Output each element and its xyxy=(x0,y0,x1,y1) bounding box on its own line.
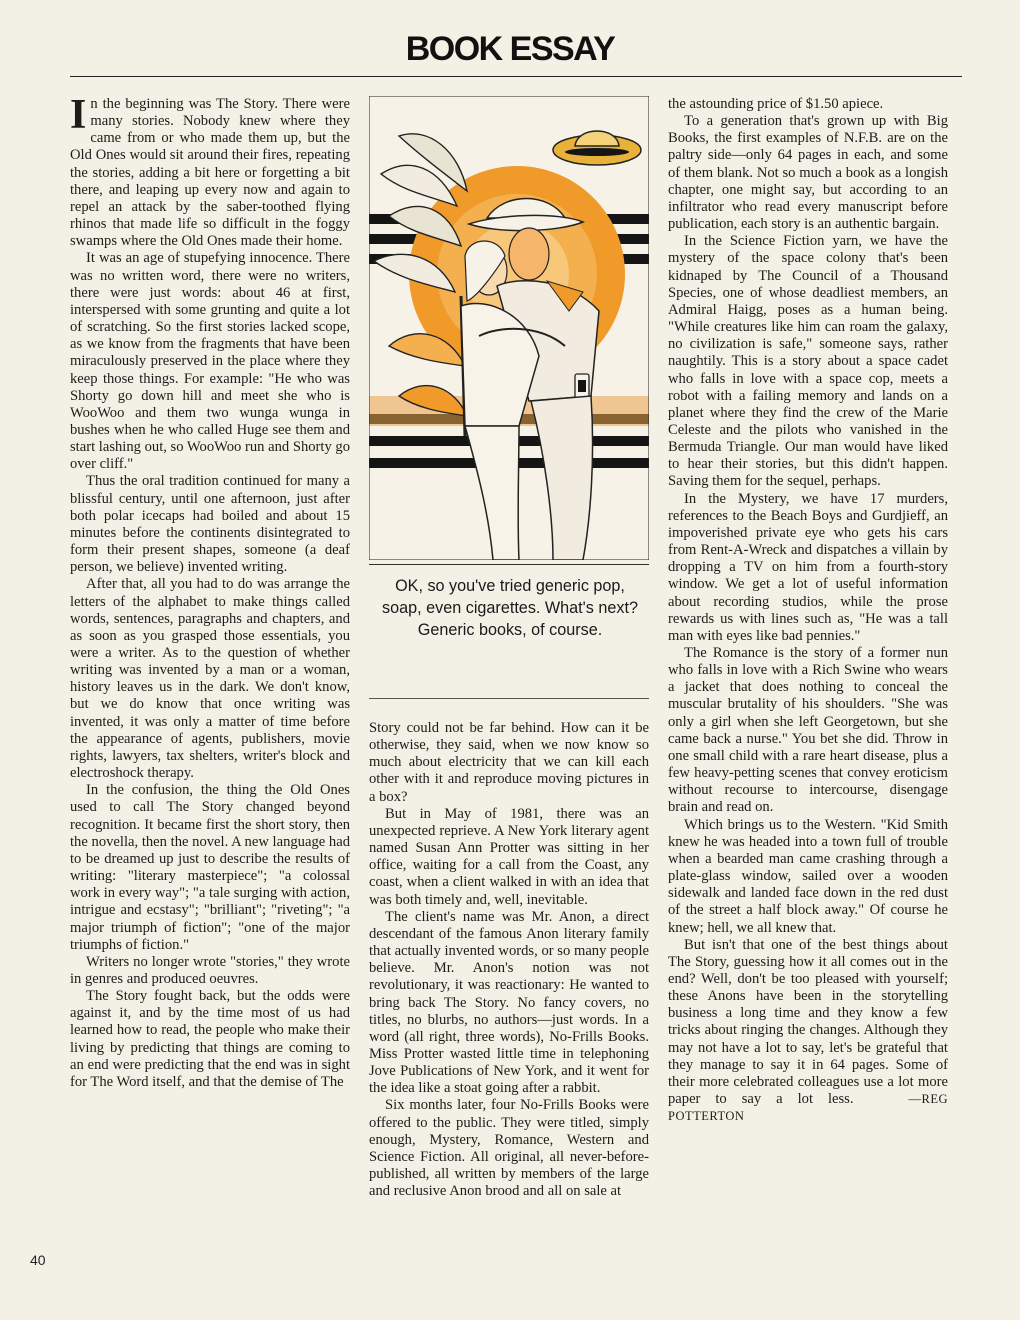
middle-column xyxy=(369,720,649,1280)
caption-rule xyxy=(369,698,649,699)
middle-paragraph-3: The client's name was Mr. Anon, a direct descendant of the famous Anon literary family that actually invented words, or so many people believe. Mr. Anon's notion was not revolutionary, it was reactionary: He wanted to bring back The Story. No fancy covers, no titles, no blurbs, no authors—just words. In a word (all right, three words), No-Frills Books. Miss Protter wasted little time in telephoning Jove Publications of New York, and it went for the idea like a stoat going after a rabbit. xyxy=(369,908,649,1097)
header-rule xyxy=(70,76,962,77)
opening-words: n the beginning was The Story. xyxy=(90,96,283,112)
middle-paragraph-2: But in May of 1981, there was an unexpected reprieve. A New York literary agent named Susan Ann Protter was sitting in her office, waiting for a call from the Coast, any coast, when a client walked in with an idea that was both timely and, well, inevitable. xyxy=(369,805,649,908)
right-paragraph-5: The Romance is the story of a former nun who falls in love with a Rich Swine who wears a jacket that does nothing to conceal the muscular brutality of his shoulders. "She was only a girl when she left Georgetown, but she came back a nurse." You bet she did. Throw in one small child with a rare heart disease, plus a few heavy-petting scenes that convey eroticism without recourse to intercourse, disengage brain and read on. xyxy=(668,645,948,816)
left-paragraph-1 xyxy=(70,92,350,250)
section-title: BOOK ESSAY xyxy=(405,30,615,68)
right-paragraph-1: the astounding price of $1.50 apiece. xyxy=(668,96,884,112)
right-paragraph-2: To a generation that's grown up with Big Books, the first examples of N.F.B. are on the paltry side—only 64 pages in each, and some of them blank. Not so much a book as a longish chapter, one might say, but according to an infiltrator who read every manuscript before publication, each story is an authentic bargain. xyxy=(668,113,948,233)
left-paragraph-3: Thus the oral tradition continued for many a blissful century, until one afternoon, just after both polar icecaps had boiled and about 15 minutes before the continents disintegrated to form their present shapes, someone (a deaf person, we believe) invented writing. xyxy=(70,473,350,576)
left-paragraph-4: After that, all you had to do was arrange the letters of the alphabet to make things called words, sentences, paragraphs and chapters, and as soon as you grasped those essentials, you were a writer. As to the question of whether writing was invented by a man or a woman, history leaves us in the dark. We don't know, but we do know that once writing was invented, it was only a matter of time before the appearance of agents, publishers, movie rights, lawyers, tax shelters, writer's block and electroshock therapy. xyxy=(70,576,350,782)
right-paragraph-7 xyxy=(668,937,948,1126)
middle-paragraph-1: Story could not be far behind. How can it be otherwise, they said, when we now know so much about electricity that we can kill each other with it and reproduce moving pictures in a box? xyxy=(369,720,649,805)
drop-cap: I xyxy=(70,92,87,138)
page-number: 40 xyxy=(30,1252,46,1268)
right-paragraph-6: Which brings us to the Western. "Kid Smith knew he was headed into a town full of trouble when a bearded man came crashing through a plate-glass window, sailed over a wooden sidewalk and landed face down in the red dust of the street a half block away." Of course he knew; hell, we all knew that. xyxy=(668,816,948,936)
right-column xyxy=(668,96,948,1276)
middle-paragraph-4: Six months later, four No-Frills Books were offered to the public. They were titled, simply enough, Mystery, Romance, Western and Science Fiction. All original, all never-before-published, all written by members of the large and reclusive Anon brood and all on sale at xyxy=(369,1097,649,1200)
opening-text: There were many stories. Nobody knew where they came from or who made them up, but the Old Ones would sit around their fires, repeating the stories, adding a bit here or forgetting a bit there, and leaping up every now and again to repel an attack by the saber-toothed flying rhinos that made life so difficult in the foggy swamps where the Old Ones made their home. xyxy=(70,96,350,250)
left-column xyxy=(70,92,350,1276)
illustration-rule xyxy=(369,564,649,565)
left-paragraph-6: Writers no longer wrote "stories," they wrote in genres and produced oeuvres. xyxy=(70,953,350,987)
left-paragraph-7: The Story fought back, but the odds were against it, and by the time most of us had learned how to read, the people who make their living by predicting that things are coming to an end were predicting that the end was in sight for The Word itself, and that the demise of The xyxy=(70,988,350,1090)
byline: —REG POTTERTON xyxy=(668,1092,948,1124)
right-paragraph-3: In the Science Fiction yarn, we have the mystery of the space colony that's been kidnaped by The Council of a Thousand Species, one of whose deadliest members, an Admiral Haigg, poses as a human being. "While creatures like him can roam the galaxy, no civilization is safe," someone says, rather naughtily. This is a story about a space cadet who falls in love with a space cop, meets a robot with a failing memory and lands on a planet where they find the crew of the Marie Celeste and the pilots who vanished in the Bermuda Triangle. Our man would have liked to hear their stories, but this didn't happen. Saving them for the sequel, perhaps. xyxy=(668,233,948,490)
right-paragraph-4: In the Mystery, we have 17 murders, references to the Beach Boys and Gurdjieff, an impoverished private eye who gets his cars from Rent-A-Wreck and dispatches a villain by dropping a TV on him from a fourth-story window. We get a lot of useful information about recording studios, while the prose rewards us with lines such as, "He was a tall man with eyes like bad pennies." xyxy=(668,490,948,644)
illustration-caption: OK, so you've tried generic pop, soap, even cigarettes. What's next? Generic books, of course. xyxy=(382,577,638,639)
left-paragraph-5: In the confusion, the thing the Old Ones used to call The Story changed beyond recognition. It became first the short story, then the novella, then the novel. A new language had to be dreamed up just to describe the results of writing: "literary masterpiece"; "a colossal work in every way"; "a tale surging with action, intrigue and ecstasy"; "brilliant"; "riveting"; "a major triumph of fiction"; "one of the major triumphs of fiction." xyxy=(70,782,350,953)
cowboy-couple-illustration xyxy=(369,96,649,560)
left-paragraph-2: It was an age of stupefying innocence. There was no written word, there were no writers, there were just words: about 46 at first, interspersed with some grunting and quite a lot of scratching. So the first stories lacked scope, as we know from the fragments that have been miraculously preserved in the place where they keep those things. For example: "He who was Shorty go down hill and meet she who is WooWoo and them two wunga wunga in bushes when he who called Huge see them and start lashing out, so WooWoo run and Shorty go over cliff." xyxy=(70,250,350,473)
closing-text: But isn't that one of the best things about The Story, guessing how it all comes out in the end? Well, don't be too pleased with yourself; these Anons have been in the storytelling business a long time and they know a few tricks about ringing the changes. Although they may not have a lot to say, let's be grateful that they manage to say it in 64 pages. Some of their more celebrated colleagues use a lot more paper to say a lot less. xyxy=(668,936,948,1108)
